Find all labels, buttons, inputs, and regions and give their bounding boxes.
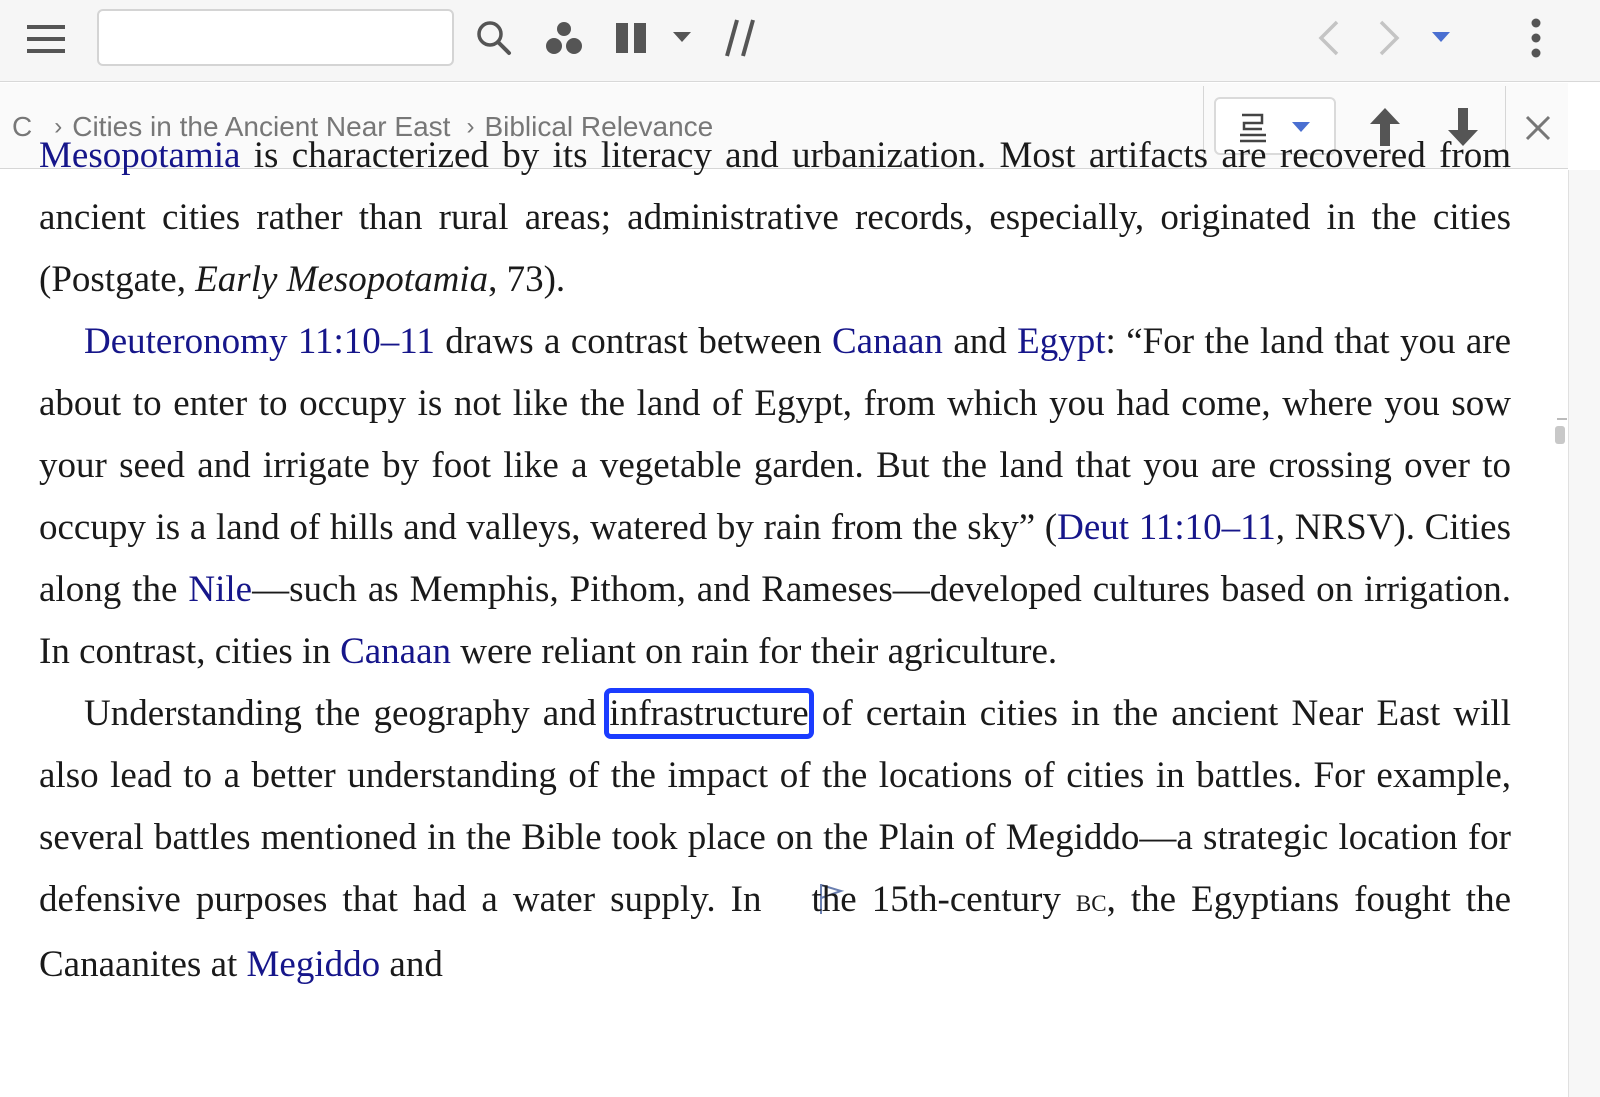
scrollbar[interactable] (1568, 170, 1600, 1097)
chevron-right-icon: › (466, 113, 475, 140)
breadcrumb-root[interactable]: C (12, 111, 33, 142)
link-canaan[interactable]: Canaan (831, 321, 943, 362)
parallel-icon[interactable] (718, 16, 762, 60)
book-title: Early Mesopotamia (195, 259, 489, 300)
back-icon[interactable] (1308, 16, 1348, 60)
highlighted-word[interactable]: infrastructure (609, 693, 809, 734)
era-abbreviation: bc (1075, 883, 1107, 919)
more-options-icon[interactable] (1516, 14, 1556, 62)
breadcrumb-item-biblical-relevance[interactable]: Biblical Relevance (484, 111, 714, 142)
paragraph-mesopotamia: Mesopotamia is characterized by its literacy and urbanization. Most artifacts are recovered from ancient cities rather than rural areas; administrative records, especially, originated in the cities (Postgate, Early Mesopotamia, 73). (39, 135, 1511, 300)
close-icon[interactable] (1516, 108, 1560, 148)
link-deut-11-10-11[interactable]: Deut 11:10–11 (1057, 507, 1276, 548)
flag-icon[interactable] (774, 872, 800, 934)
link-deuteronomy-11-10-11[interactable]: Deuteronomy 11:10–11 (84, 321, 435, 362)
panels-dropdown-icon[interactable] (668, 26, 696, 50)
link-canaan-2[interactable]: Canaan (340, 631, 452, 672)
breadcrumb-item-cities[interactable]: Cities in the Ancient Near East (72, 111, 451, 142)
scrollbar-thumb[interactable] (1555, 426, 1565, 444)
scroll-marker (1557, 418, 1567, 420)
article-text (39, 125, 1511, 996)
hamburger-menu-icon[interactable] (22, 18, 70, 60)
chevron-right-icon: › (54, 113, 63, 140)
resources-icon[interactable] (542, 16, 586, 60)
paragraph-deuteronomy: Deuteronomy 11:10–11 draws a contrast between Canaan and Egypt: “For the land that you are about to enter to occupy is not like the land of Egypt, from which you had come, where you sow your seed and irrigate by foot like a vegetable garden. But the land that you are crossing over to occupy is a land of hills and valleys, watered by rain from the sky” (Deut 11:10–11, NRSV). Cities along the Nile—such as Memphis, Pithom, and Rameses—developed cultures based on irrigation. In contrast, cities in Canaan were reliant on rain for their agriculture. (39, 321, 1511, 672)
history-dropdown-icon[interactable] (1426, 26, 1456, 50)
article-content (0, 135, 1568, 1097)
top-toolbar (0, 0, 1600, 82)
forward-icon[interactable] (1370, 16, 1410, 60)
link-egypt[interactable]: Egypt (1017, 321, 1106, 362)
link-mesopotamia[interactable]: Mesopotamia (39, 135, 241, 176)
link-megiddo[interactable]: Megiddo (246, 943, 381, 985)
search-icon[interactable] (472, 16, 516, 60)
paragraph-geography: Understanding the geography and infrastructure of certain cities in the ancient Near East will also lead to a better understanding of the impact of the locations of cities in battles. For example, several battles mentioned in the Bible took place on the Plain of Megiddo—a strategic location for defensive purposes that had a water supply. In the 15th-century bc, the Egyptians fought the Canaanites at Megiddo and (39, 693, 1512, 985)
panels-icon[interactable] (612, 16, 652, 60)
link-nile[interactable]: Nile (188, 569, 253, 610)
search-input[interactable] (97, 9, 454, 66)
